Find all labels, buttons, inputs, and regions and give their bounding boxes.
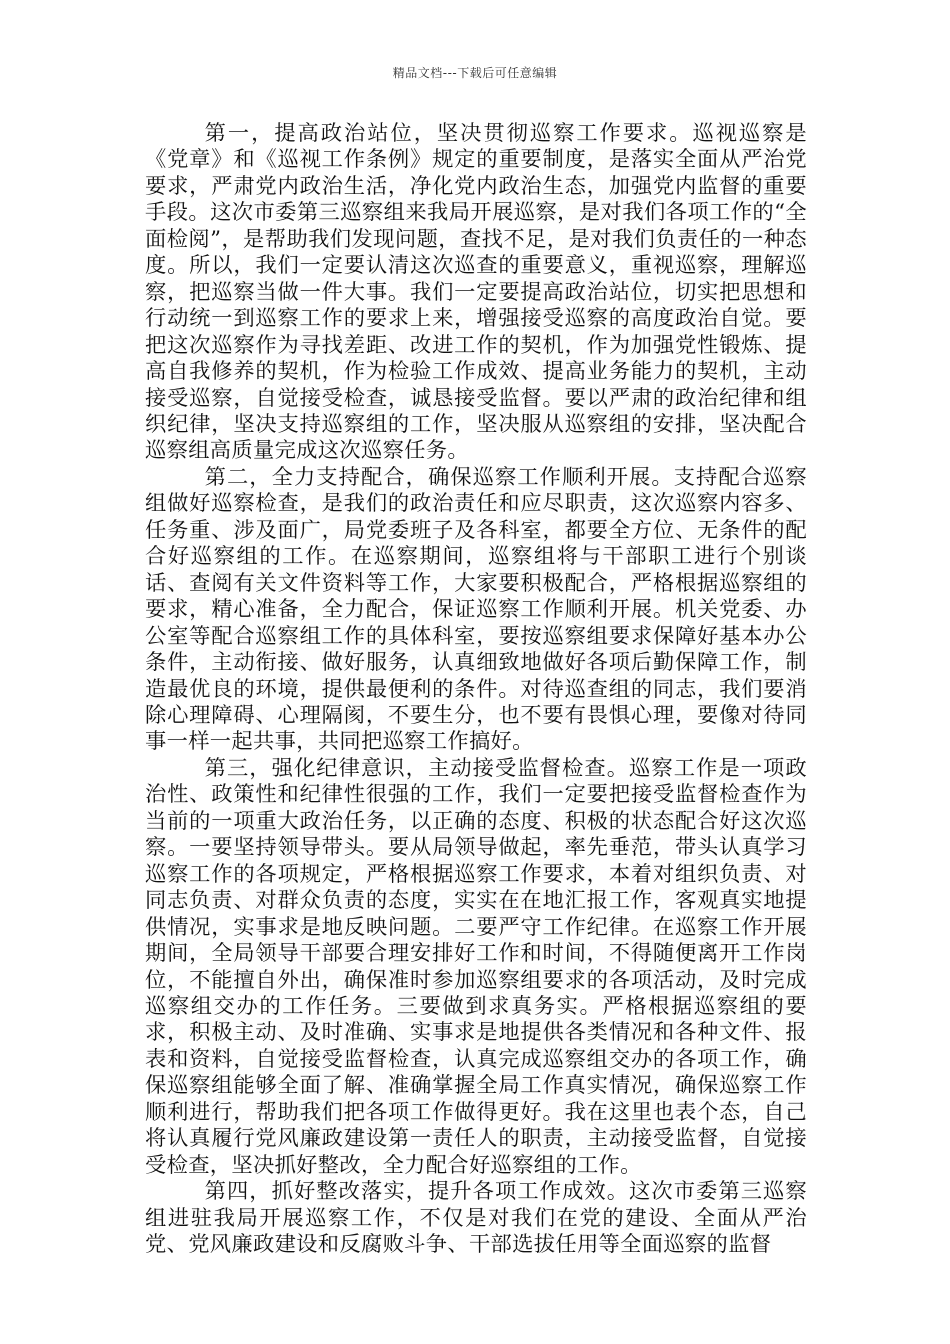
paragraph-1: 第一，提高政治站位，坚决贯彻巡察工作要求。巡视巡察是《党章》和《巡视工作条例》规定的重要制度，是落实全面从严治党要求，严肃党内政治生活，净化党内政治生态，加强党内监督的重要手段。这次市委第三巡察组来我局开展巡察，是对我们各项工作的“全面检阅”，是帮助我们发现问题，查找不足，是对我们负责任的一种态度。所以，我们一定要认清这次巡查的重要意义，重视巡察，理解巡察，把巡察当做一件大事。我们一定要提高政治站位，切实把思想和行动统一到巡察工作的要求上来，增强接受巡察的高度政治自觉。要把这次巡察作为寻找差距、改进工作的契机，作为加强党性锻炼、提高自我修养的契机，作为检验工作成效、提高业务能力的契机，主动接受巡察，自觉接受检查，诚恳接受监督。要以严肃的政治纪律和组织纪律，坚决支持巡察组的工作，坚决服从巡察组的安排，坚决配合巡察组高质量完成这次巡察任务。 [145,121,807,464]
paragraph-4: 第四，抓好整改落实，提升各项工作成效。这次市委第三巡察组进驻我局开展巡察工作，不仅是对我们在党的建设、全面从严治党、党风廉政建设和反腐败斗争、干部选拔任用等全面巡察的监督 [145,1179,807,1258]
page-header: 精品文档---下载后可任意编辑 [392,66,558,80]
document-body [145,121,807,1258]
paragraph-3: 第三，强化纪律意识，主动接受监督检查。巡察工作是一项政治性、政策性和纪律性很强的工作，我们一定要把接受监督检查作为当前的一项重大政治任务，以正确的态度、积极的状态配合好这次巡察。一要坚持领导带头。要从局领导做起，率先垂范，带头认真学习巡察工作的各项规定，严格根据巡察工作要求，本着对组织负责、对同志负责、对群众负责的态度，实实在在地汇报工作，客观真实地提供情况，实事求是地反映问题。二要严守工作纪律。在巡察工作开展期间，全局领导干部要合理安排好工作和时间，不得随便离开工作岗位，不能擅自外出，确保准时参加巡察组要求的各项活动，及时完成巡察组交办的工作任务。三要做到求真务实。严格根据巡察组的要求，积极主动、及时准确、实事求是地提供各类情况和各种文件、报表和资料，自觉接受监督检查，认真完成巡察组交办的各项工作，确保巡察组能够全面了解、准确掌握全局工作真实情况，确保巡察工作顺利进行，帮助我们把各项工作做得更好。我在这里也表个态，自己将认真履行党风廉政建设第一责任人的职责，主动接受监督，自觉接受检查，坚决抓好整改，全力配合好巡察组的工作。 [145,755,807,1178]
paragraph-2: 第二，全力支持配合，确保巡察工作顺利开展。支持配合巡察组做好巡察检查，是我们的政治责任和应尽职责，这次巡察内容多、任务重、涉及面广，局党委班子及各科室，都要全方位、无条件的配合好巡察组的工作。在巡察期间，巡察组将与干部职工进行个别谈话、查阅有关文件资料等工作，大家要积极配合，严格根据巡察组的要求，精心准备，全力配合，保证巡察工作顺利开展。机关党委、办公室等配合巡察组工作的具体科室，要按巡察组要求保障好基本办公条件，主动衔接、做好服务，认真细致地做好各项后勤保障工作，制造最优良的环境，提供最便利的条件。对待巡查组的同志，我们要消除心理障碍、心理隔阂，不要生分，也不要有畏惧心理，要像对待同事一样一起共事，共同把巡察工作搞好。 [145,464,807,755]
